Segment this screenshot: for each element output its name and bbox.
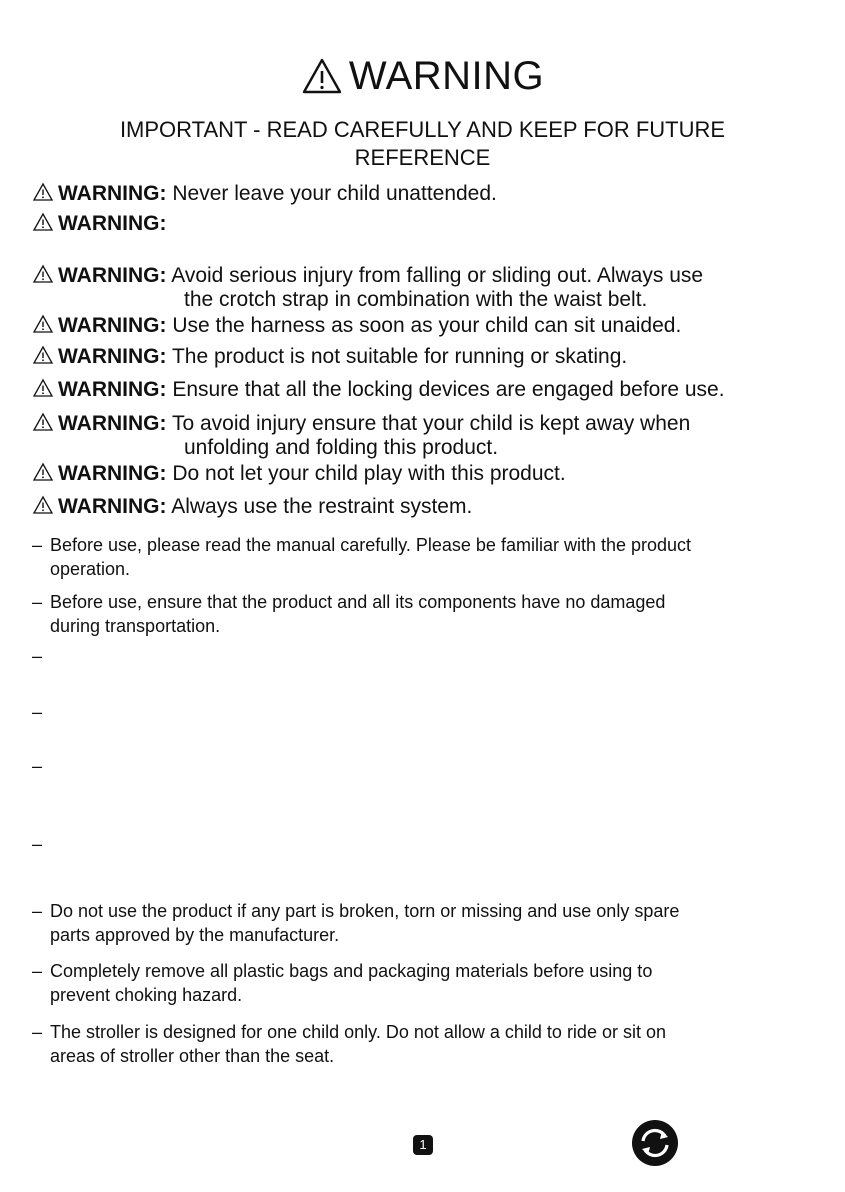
bullet-item: [32, 533, 691, 581]
warning-label: WARNING:: [58, 462, 167, 485]
bullet-continuation: areas of stroller other than the seat.: [50, 1046, 335, 1066]
warning-triangle-icon: [32, 345, 54, 365]
bullet-dash: –: [32, 1022, 43, 1042]
warning-item: [32, 212, 167, 236]
bullet-dash: –: [32, 702, 43, 722]
warning-label: WARNING:: [58, 212, 167, 235]
bullet-dash: –: [32, 901, 43, 921]
warning-item: [32, 345, 627, 369]
warning-label: WARNING:: [58, 495, 167, 518]
bullet-continuation: during transportation.: [50, 616, 221, 636]
bullet-text: Before use, ensure that the product and all its components have no damaged: [50, 592, 666, 612]
warning-item: [32, 314, 681, 338]
warning-triangle-icon: [301, 57, 343, 95]
warning-label: WARNING:: [58, 314, 167, 337]
bullet-item: [32, 1020, 666, 1068]
warning-continuation: unfolding and folding this product.: [184, 436, 499, 459]
warning-text: Use the harness as soon as your child can sit unaided.: [172, 314, 682, 337]
title-text: WARNING: [348, 54, 545, 98]
bullet-dash: –: [32, 592, 43, 612]
warning-label: WARNING:: [58, 264, 167, 287]
bullet-continuation: parts approved by the manufacturer.: [50, 925, 340, 945]
bullet-item: [32, 590, 665, 638]
warning-triangle-icon: [32, 314, 54, 334]
warning-label: WARNING:: [58, 345, 167, 368]
warning-triangle-icon: [32, 378, 54, 398]
warning-triangle-icon: [32, 495, 54, 515]
warning-text: Never leave your child unattended.: [172, 182, 497, 205]
bullet-item: [32, 959, 652, 1007]
warning-triangle-icon: [32, 462, 54, 482]
bullet-dash: –: [32, 834, 43, 854]
bullet-continuation: prevent choking hazard.: [50, 985, 243, 1005]
warning-triangle-icon: [32, 212, 54, 232]
bullet-text: Do not use the product if any part is broken, torn or missing and use only spare: [50, 901, 680, 921]
warning-text: Always use the restraint system.: [171, 495, 473, 518]
warning-item: [32, 264, 703, 312]
warning-text: The product is not suitable for running or skating.: [171, 345, 628, 368]
bullet-item: [32, 899, 679, 947]
warning-triangle-icon: [32, 264, 54, 284]
warning-item: [32, 495, 472, 519]
warning-label: WARNING:: [58, 182, 167, 205]
warning-label: WARNING:: [58, 378, 167, 401]
bullet-dash: –: [32, 535, 43, 555]
warning-text: Do not let your child play with this product.: [172, 462, 566, 485]
page-title: [0, 54, 845, 99]
bullet-dash: –: [32, 646, 43, 666]
recycle-icon: [631, 1119, 679, 1167]
warning-item: [32, 182, 497, 206]
bullet-text: The stroller is designed for one child only. Do not allow a child to ride or sit on: [50, 1022, 666, 1042]
warning-text: To avoid injury ensure that your child is kept away when: [171, 412, 691, 435]
warning-label: WARNING:: [58, 412, 167, 435]
bullet-text: Before use, please read the manual carefully. Please be familiar with the product: [50, 535, 692, 555]
subtitle: IMPORTANT - READ CAREFULLY AND KEEP FOR FUTURE REFERENCE: [119, 117, 726, 170]
warning-text: Avoid serious injury from falling or sliding out. Always use: [171, 264, 704, 287]
bullet-dash: –: [32, 756, 43, 776]
warning-triangle-icon: [32, 182, 54, 202]
warning-continuation: the crotch strap in combination with the waist belt.: [184, 288, 648, 311]
warning-item: [32, 378, 725, 402]
bullet-continuation: operation.: [50, 559, 131, 579]
warning-item: [32, 412, 690, 460]
warning-text: Ensure that all the locking devices are engaged before use.: [172, 378, 725, 401]
page-number: 1: [413, 1135, 433, 1155]
warning-triangle-icon: [32, 412, 54, 432]
bullet-text: Completely remove all plastic bags and packaging materials before using to: [50, 961, 653, 981]
warning-item: [32, 462, 566, 486]
bullet-dash: –: [32, 961, 43, 981]
